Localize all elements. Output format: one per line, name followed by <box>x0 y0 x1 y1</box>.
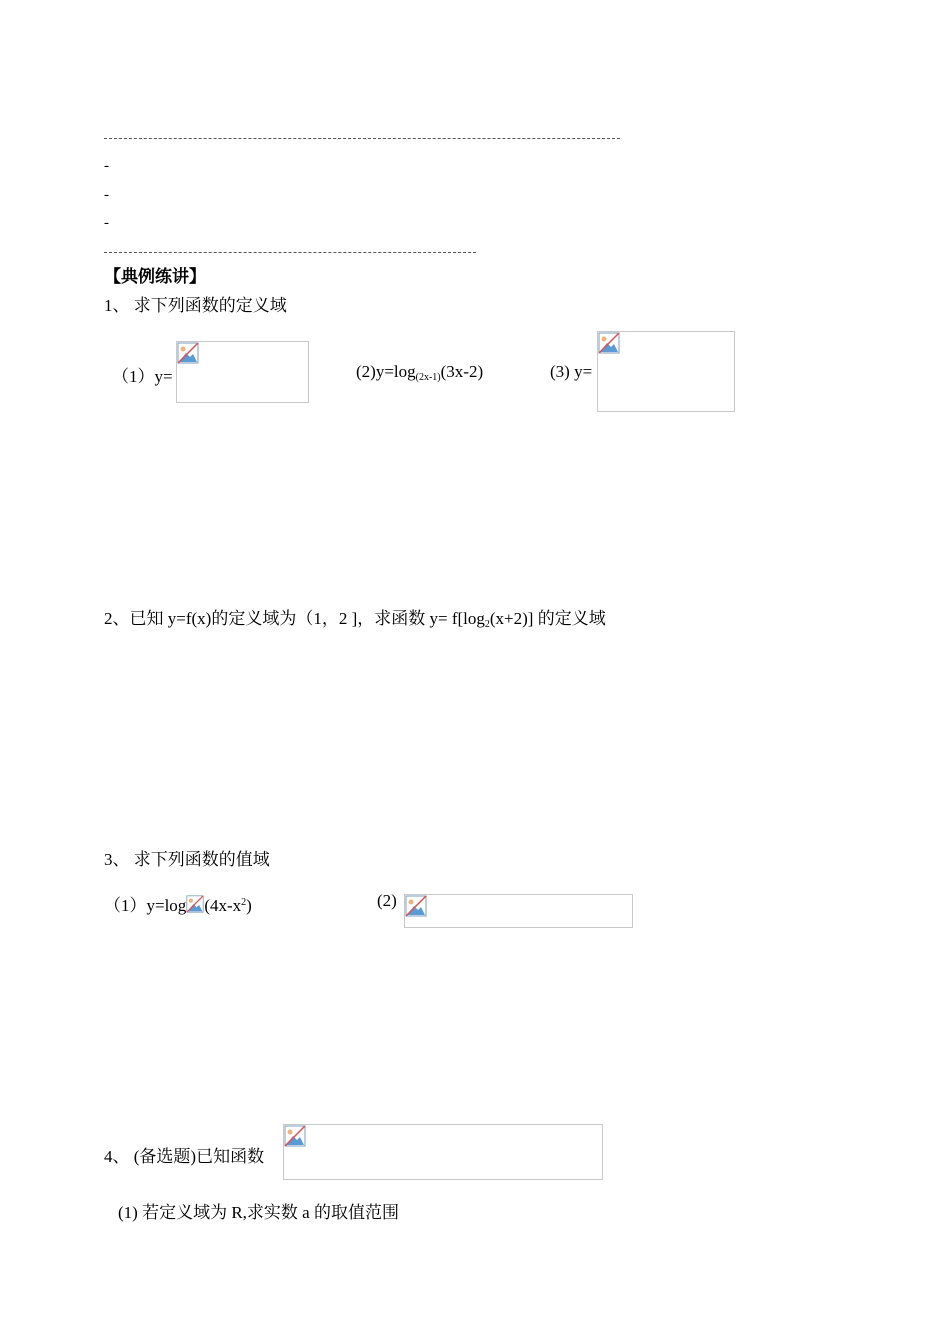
section-heading: 【典例练讲】 <box>104 267 206 287</box>
q2-text-start: 2、已知 y=f(x)的定义域为（1，2 ]，求函数 y= f[log <box>104 609 485 628</box>
q1-part2-prefix: (2)y=log <box>356 362 416 381</box>
q1-part1-formula-image <box>176 341 309 403</box>
q2-log-base: 2 <box>484 619 490 630</box>
broken-image-icon <box>284 1125 306 1147</box>
top-dashed-rule <box>104 138 620 139</box>
q3-part2-formula-image <box>404 894 633 928</box>
q1-part3-formula-image <box>597 331 735 412</box>
dash-line-1: - <box>104 158 109 174</box>
question-2 <box>104 604 606 630</box>
q1-part2 <box>356 362 483 383</box>
q3-part1-prefix: （1）y=log <box>104 896 187 915</box>
q4-subquestion-1: (1) 若定义域为 R,求实数 a 的取值范围 <box>118 1203 399 1222</box>
q1-part3-label: (3) y= <box>550 362 593 381</box>
q1-part2-argument: (3x-2) <box>440 362 484 381</box>
q3-part1-close: ) <box>246 896 252 915</box>
broken-image-icon <box>186 894 204 914</box>
q3-part1-exponent: 2 <box>241 897 247 908</box>
bottom-dashed-rule <box>104 252 476 253</box>
q4-formula-image <box>283 1124 603 1180</box>
question-1-title: 1、 求下列函数的定义域 <box>104 296 287 315</box>
question-4-title: 4、 (备选题)已知函数 <box>104 1147 265 1166</box>
q1-part2-base: (2x-1) <box>415 372 441 383</box>
broken-image-icon <box>177 342 199 364</box>
q3-part2-label: (2) <box>377 891 397 910</box>
q1-part1-label: （1）y= <box>112 367 173 386</box>
q2-text-end: (x+2)] 的定义域 <box>489 609 606 628</box>
broken-image-icon <box>405 895 427 917</box>
q3-log-base-image <box>186 894 204 914</box>
dash-line-3: - <box>104 215 109 231</box>
question-3-title: 3、 求下列函数的值域 <box>104 850 270 869</box>
q3-part1-argument: (4x-x <box>204 896 242 915</box>
q3-part1 <box>104 891 252 916</box>
dash-line-2: - <box>104 187 109 203</box>
broken-image-icon <box>598 332 620 354</box>
